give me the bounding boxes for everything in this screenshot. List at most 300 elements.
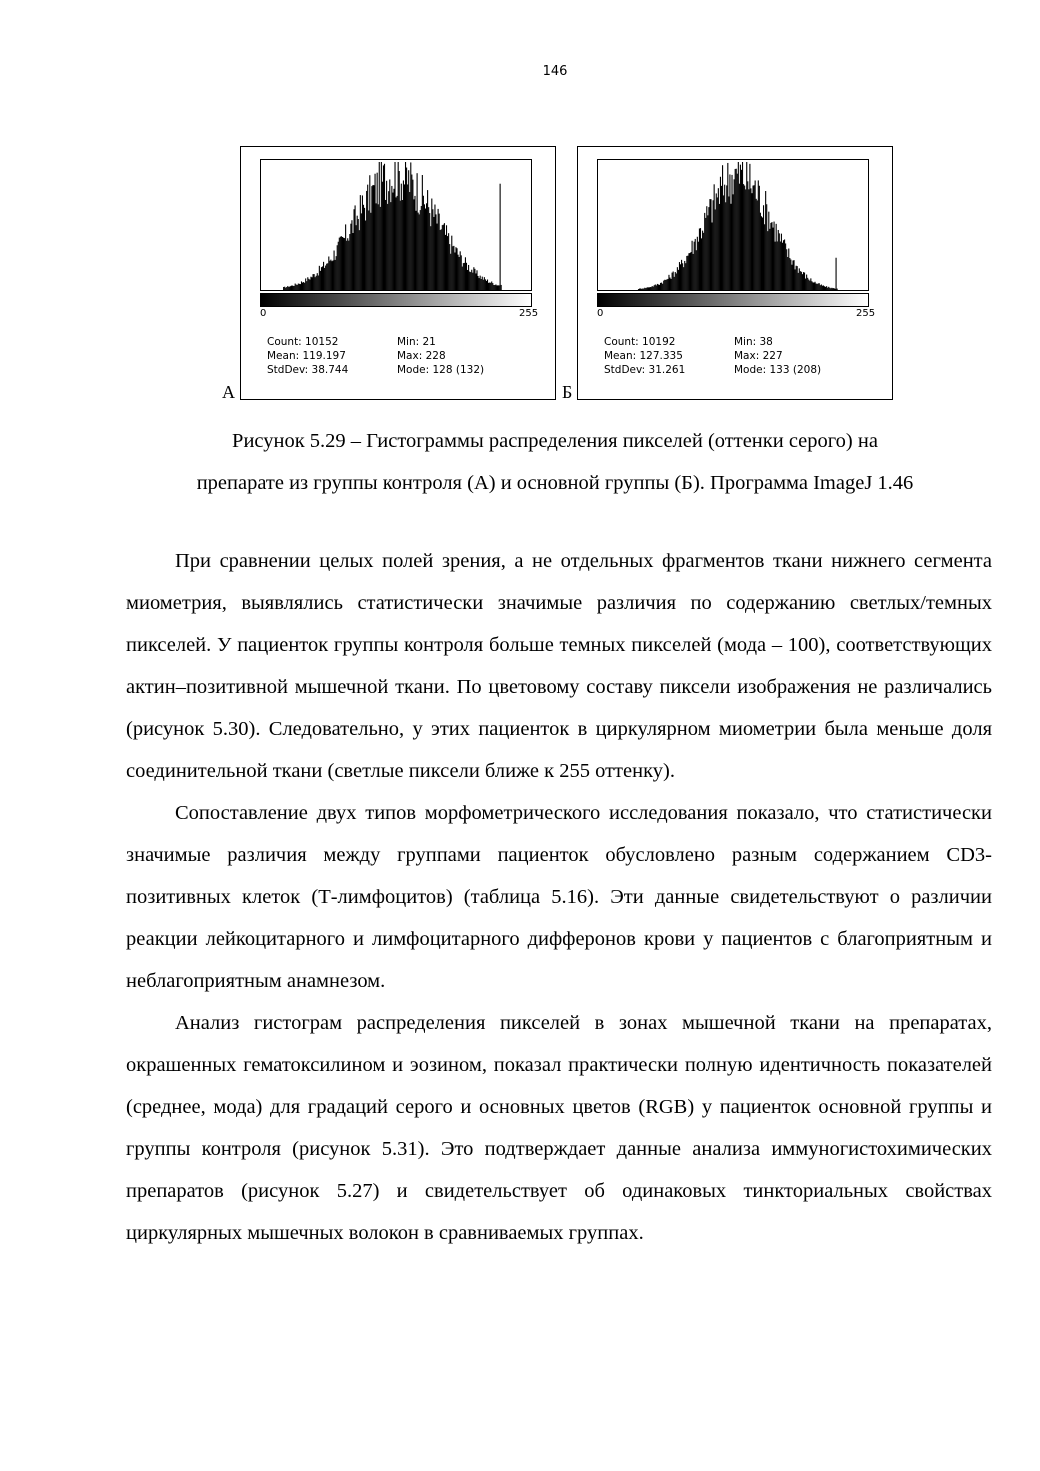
histogram-bar (422, 175, 423, 290)
histogram-bar (287, 286, 288, 290)
histogram-bar (790, 260, 791, 290)
histogram-bar (324, 268, 325, 290)
histogram-bar (726, 185, 727, 290)
histogram-bar (391, 186, 392, 290)
histogram-bar (473, 267, 474, 290)
histogram-bar (386, 181, 387, 290)
histogram-bar (819, 283, 820, 290)
histogram-bar (426, 203, 427, 290)
histogram-svg-b (598, 160, 868, 290)
histogram-bar (304, 283, 305, 290)
stat-max: Max: 228 (397, 350, 446, 362)
histogram-bar (659, 285, 660, 290)
histogram-bar (667, 279, 668, 290)
histogram-bar (683, 267, 684, 290)
histogram-bar (692, 241, 693, 290)
histogram-bar (372, 185, 373, 290)
histogram-bar (442, 225, 443, 290)
histogram-bar (373, 185, 374, 290)
histogram-bar (445, 235, 446, 290)
histogram-bar (301, 281, 302, 290)
histogram-bar (343, 238, 344, 290)
histogram-bar (356, 225, 357, 290)
histogram-bar (664, 280, 665, 290)
histogram-bar (831, 288, 832, 290)
histogram-bar (340, 237, 341, 290)
histogram-bar (812, 282, 813, 290)
histogram-bar (355, 205, 356, 290)
histogram-bar (824, 286, 825, 290)
histogram-bar (339, 238, 340, 290)
histogram-bar (489, 283, 490, 290)
histogram-bar (697, 237, 698, 290)
histogram-bar (411, 175, 412, 290)
histogram-bar (493, 285, 494, 290)
histogram-bar (810, 278, 811, 290)
histogram-bar (679, 262, 680, 290)
histogram-bar (336, 256, 337, 290)
histogram-bar (441, 229, 442, 290)
stat-count: Count: 10192 (604, 336, 676, 348)
histogram-bar (784, 239, 785, 290)
histogram-bar (816, 283, 817, 290)
histogram-bar (714, 184, 715, 290)
histogram-bar (454, 253, 455, 291)
histogram-bar (465, 257, 466, 290)
histogram-bar (297, 285, 298, 290)
histogram-bar (757, 200, 758, 290)
histogram-bar (459, 257, 460, 290)
histogram-bar (357, 216, 358, 290)
histogram-bar (785, 243, 786, 290)
histogram-bar (451, 236, 452, 290)
histogram-bar (662, 284, 663, 290)
histogram-bar (669, 278, 670, 290)
histogram-bar (682, 263, 683, 290)
histogram-bar (380, 207, 381, 290)
histogram-bar (735, 169, 736, 290)
histogram-bar (821, 284, 822, 290)
histogram-bar (315, 277, 316, 290)
histogram-bar (687, 256, 688, 290)
histogram-bar (817, 284, 818, 290)
histogram-bar (425, 209, 426, 290)
histogram-bar (378, 204, 379, 290)
histogram-bar (833, 288, 834, 290)
histogram-bar (471, 270, 472, 290)
histogram-bar (640, 288, 641, 290)
histogram-bar (483, 280, 484, 290)
histogram-bar (668, 275, 669, 290)
histogram-bar (435, 214, 436, 290)
histogram-bar (377, 173, 378, 290)
histogram-bar (448, 233, 449, 290)
histogram-bar (317, 273, 318, 290)
histogram-bar (398, 162, 399, 290)
histogram-bar (678, 270, 679, 290)
histogram-bar (404, 184, 405, 290)
histogram-bar (366, 191, 367, 290)
histogram-bar (295, 284, 296, 290)
panel-letter-a: А (222, 382, 235, 402)
histogram-bar (481, 279, 482, 290)
histogram-bar (350, 224, 351, 290)
histogram-bar (474, 269, 475, 290)
histogram-bar (497, 285, 498, 290)
histogram-bar (730, 204, 731, 290)
histogram-bar (828, 287, 829, 290)
histogram-bar (738, 162, 739, 290)
histogram-bar (490, 283, 491, 290)
histogram-bar (496, 285, 497, 290)
histogram-bar (408, 170, 409, 290)
histogram-bar (430, 226, 431, 290)
histogram-bar (718, 188, 719, 290)
histogram-bar (359, 230, 360, 290)
histogram-bar (820, 285, 821, 290)
histogram-bar (657, 284, 658, 290)
histogram-bar (808, 280, 809, 290)
histogram-bar (501, 285, 502, 290)
histogram-bar (392, 193, 393, 290)
histogram-bar (456, 248, 457, 290)
histogram-bar (747, 181, 748, 290)
histogram-bar (813, 283, 814, 290)
histogram-bar (406, 168, 407, 290)
histogram-bar (428, 207, 429, 290)
histogram-bar (407, 184, 408, 290)
histogram-bar (433, 217, 434, 290)
histogram-bar (443, 225, 444, 290)
histogram-bar (805, 279, 806, 290)
histogram-bar (780, 241, 781, 290)
histogram-bar (314, 274, 315, 290)
histogram-bar (791, 265, 792, 290)
histogram-bar (362, 195, 363, 290)
histogram-bar (332, 260, 333, 290)
histogram-bar (750, 188, 751, 290)
histogram-bar (415, 211, 416, 290)
histogram-bar (455, 247, 456, 290)
histogram-bar (737, 174, 738, 290)
histogram-bar (675, 272, 676, 290)
histogram-bar (460, 251, 461, 290)
histogram-bar (352, 233, 353, 290)
tick-min-a: 0 (260, 308, 267, 319)
histogram-bar (290, 286, 291, 290)
histogram-bar (321, 267, 322, 290)
histogram-bar (666, 279, 667, 290)
histogram-bar (383, 165, 384, 290)
histogram-bar (379, 162, 380, 290)
histogram-bar (756, 199, 757, 290)
histogram-bar (365, 221, 366, 291)
figure-caption (100, 420, 1010, 504)
histogram-bar (686, 256, 687, 290)
histogram-bar (344, 238, 345, 290)
histogram-bar (800, 271, 801, 290)
histogram-bar (488, 283, 489, 290)
histogram-bar (783, 240, 784, 290)
histogram-bar (712, 222, 713, 290)
histogram-bar (710, 199, 711, 290)
histogram-bar (777, 241, 778, 290)
histogram-bar (758, 180, 759, 290)
histogram-bar (786, 249, 787, 290)
histogram-bar (302, 283, 303, 290)
histogram-bar (341, 236, 342, 290)
histogram-bar (788, 249, 789, 290)
tick-min-b: 0 (597, 308, 604, 319)
histogram-bar (809, 281, 810, 290)
histogram-bar (706, 206, 707, 290)
histogram-bar (399, 171, 400, 290)
histogram-bar (327, 263, 328, 290)
histogram-bar (347, 238, 348, 290)
histogram-bar (368, 210, 369, 290)
histogram-bar (285, 288, 286, 290)
histogram-bar (405, 162, 406, 290)
stat-min: Min: 21 (397, 336, 436, 348)
histogram-bar (423, 196, 424, 290)
histogram-bar (740, 165, 741, 290)
page-number: 146 (542, 64, 568, 79)
tick-max-b: 255 (856, 308, 876, 319)
histogram-bar (696, 250, 697, 290)
histogram-bar (396, 197, 397, 290)
histogram-bar (461, 255, 462, 290)
histogram-bar (393, 189, 394, 290)
histogram-bar (388, 191, 389, 290)
stat-max: Max: 227 (734, 350, 783, 362)
histogram-bar (703, 233, 704, 290)
histogram-bar (720, 177, 721, 290)
histogram-bar (491, 281, 492, 290)
histogram-bar (389, 179, 390, 290)
histogram-bar (694, 242, 695, 290)
histogram-bar (387, 204, 388, 290)
stat-stddev: StdDev: 38.744 (267, 364, 349, 376)
histogram-bar (807, 278, 808, 290)
histogram-bar (799, 268, 800, 290)
histogram-bar (834, 289, 835, 290)
histogram-bar (313, 274, 314, 290)
paragraph: При сравнении целых полей зрения, а не отдельных фрагментов ткани нижнего сегмента миометрия, выявлялись статистически значимые различия по содержанию светлых/темных пикселей. У пациенток группы контроля больше темных пикселей (мода – 100), соответствующих актин–позитивной мышечной ткани. По цветовому составу пиксели изображения не различались (рисунок 5.30). Следовательно, у этих пациенток в циркулярном миометрии была меньше доля соединительной ткани (светлые пиксели ближе к 255 оттенку). (126, 550, 992, 782)
histogram-bar (305, 278, 306, 290)
histogram-bar (672, 273, 673, 290)
histogram-bar (641, 289, 642, 290)
histogram-bar (653, 287, 654, 290)
histogram-bar (494, 285, 495, 290)
histogram-bar (463, 263, 464, 290)
histogram-bar (325, 266, 326, 290)
histogram-bar (685, 263, 686, 290)
histogram-bar (822, 286, 823, 290)
histogram-bar (826, 286, 827, 290)
histogram-bar (774, 222, 775, 290)
histogram-bar (729, 174, 730, 290)
histogram-bar (655, 285, 656, 291)
histogram-bar (299, 284, 300, 290)
histogram-bar (484, 277, 485, 290)
histogram-bar (797, 266, 798, 290)
histogram-bar (364, 208, 365, 290)
histogram-bar (671, 279, 672, 290)
stat-min: Min: 38 (734, 336, 773, 348)
histogram-bar (725, 202, 726, 290)
histogram-bar (665, 280, 666, 290)
histogram-bar (468, 265, 469, 290)
histogram-bar (390, 202, 391, 290)
histogram-bar (381, 162, 382, 290)
histogram-bar (470, 272, 471, 290)
histogram-bar (698, 242, 699, 290)
histogram-bar (770, 223, 771, 290)
histogram-bar (358, 219, 359, 290)
histogram-bar (775, 242, 776, 290)
histogram-bar (754, 185, 755, 290)
histogram-bar (311, 277, 312, 290)
histogram-bar (776, 224, 777, 290)
histogram-bar (458, 255, 459, 290)
histogram-bar (769, 229, 770, 290)
histogram-bar (741, 170, 742, 290)
histogram-svg-a (261, 160, 531, 290)
histogram-bar (717, 197, 718, 290)
histogram-bar (743, 184, 744, 290)
histogram-bar (699, 228, 700, 290)
histogram-bar (709, 199, 710, 290)
histogram-bar (479, 278, 480, 290)
histogram-bar (829, 288, 830, 290)
histogram-bar (492, 283, 493, 290)
histogram-bar (645, 288, 646, 290)
histogram-bar (284, 287, 285, 290)
histogram-bar (745, 189, 746, 290)
histogram-bar (739, 184, 740, 290)
histogram-bar (815, 282, 816, 290)
histogram-panel-b (577, 146, 893, 400)
histogram-bar (363, 205, 364, 290)
histogram-bar (345, 224, 346, 290)
histogram-bar (704, 213, 705, 290)
histogram-bar (684, 261, 685, 290)
histogram-bar (689, 253, 690, 290)
stat-stddev: StdDev: 31.261 (604, 364, 686, 376)
histogram-bar (400, 201, 401, 290)
histogram-bar (803, 272, 804, 290)
grayscale-bar-a (260, 293, 532, 307)
histogram-bar (751, 193, 752, 290)
histogram-bar (437, 224, 438, 290)
histogram-plot-a (260, 159, 532, 291)
histogram-bar (308, 279, 309, 290)
histogram-bar (320, 271, 321, 290)
histogram-bar (476, 270, 477, 290)
histogram-bar (749, 164, 750, 290)
histogram-bar (763, 205, 764, 290)
histogram-bar (499, 285, 500, 290)
histogram-bar (695, 239, 696, 290)
histogram-bar (369, 175, 370, 290)
histogram-bar (832, 288, 833, 290)
histogram-bar (728, 196, 729, 290)
histogram-bar (429, 213, 430, 290)
histogram-bar (283, 287, 284, 290)
histogram-bar (713, 200, 714, 290)
histogram-bar (639, 289, 640, 290)
histogram-bar (700, 228, 701, 290)
histogram-bar (742, 162, 743, 290)
grayscale-bar-b (597, 293, 869, 307)
histogram-bar (334, 251, 335, 290)
histogram-bar (427, 190, 428, 290)
histogram-bar (719, 204, 720, 290)
histogram-bar (397, 196, 398, 290)
histogram-bar (444, 223, 445, 290)
histogram-bar (702, 231, 703, 290)
histogram-bar (349, 234, 350, 290)
histogram-bar (330, 260, 331, 290)
histogram-bar (412, 180, 413, 290)
histogram-bar (298, 284, 299, 290)
histogram-bar (303, 282, 304, 290)
histogram-bar (827, 288, 828, 290)
histogram-bar (318, 275, 319, 290)
histogram-bar (650, 287, 651, 290)
histogram-bar (830, 288, 831, 290)
histogram-bar (450, 254, 451, 290)
histogram-bar (346, 241, 347, 290)
histogram-bar (806, 275, 807, 290)
histogram-bar (467, 270, 468, 290)
paragraph: Анализ гистограм распределения пикселей в зонах мышечной ткани на препаратах, окрашенных гематоксилином и эозином, показал практически полную идентичность показателей (среднее, мода) для градаций серого и основных цветов (RGB) у пациенток основной группы и группы контроля (рисунок 5.31). Это подтверждает данные анализа иммуногистохимических препаратов (рисунок 5.27) и свидетельствует об одинаковых тинкториальных свойствах циркулярных мышечных волокон в сравниваемых группах. (126, 1012, 992, 1244)
histogram-bar (348, 241, 349, 290)
histogram-bar (376, 203, 377, 290)
figure (222, 146, 902, 402)
histogram-bar (291, 285, 292, 290)
histogram-bar (748, 189, 749, 290)
histogram-bar (701, 238, 702, 290)
histogram-bar (656, 285, 657, 290)
histogram-bar (309, 280, 310, 290)
histogram-bar (755, 180, 756, 290)
histogram-bar (823, 285, 824, 290)
histogram-bar (661, 283, 662, 290)
histogram-bar (486, 281, 487, 290)
histogram-bar (382, 182, 383, 290)
histogram-bar (482, 277, 483, 290)
histogram-bar (731, 175, 732, 290)
histogram-bar (323, 262, 324, 290)
histogram-bar (647, 287, 648, 290)
histogram-bar (326, 264, 327, 290)
caption-line-1: Рисунок 5.29 – Гистограммы распределения пикселей (оттенки серого) на (232, 430, 878, 452)
histogram-bar (781, 234, 782, 290)
stat-mode: Mode: 128 (132) (397, 364, 485, 376)
histogram-bar (413, 199, 414, 290)
histogram-bar (402, 200, 403, 290)
histogram-bar (316, 276, 317, 290)
paragraph: Сопоставление двух типов морфометрического исследования показало, что статистически значимые различия между группами пациенток обусловлено разным содержанием CD3-позитивных клеток (Т-лимфоцитов) (таблица 5.16). Эти данные свидетельствуют о различии реакции лейкоцитарного и лимфоцитарного дифферонов крови у пациентов с благоприятным и неблагоприятным анамнезом. (126, 802, 992, 992)
histogram-bar (761, 216, 762, 290)
histogram-bar (759, 186, 760, 290)
histogram-bar (447, 236, 448, 290)
histogram-bar (779, 233, 780, 290)
histogram-bar (480, 276, 481, 290)
histogram-bar (475, 273, 476, 290)
histogram-bar (421, 206, 422, 290)
